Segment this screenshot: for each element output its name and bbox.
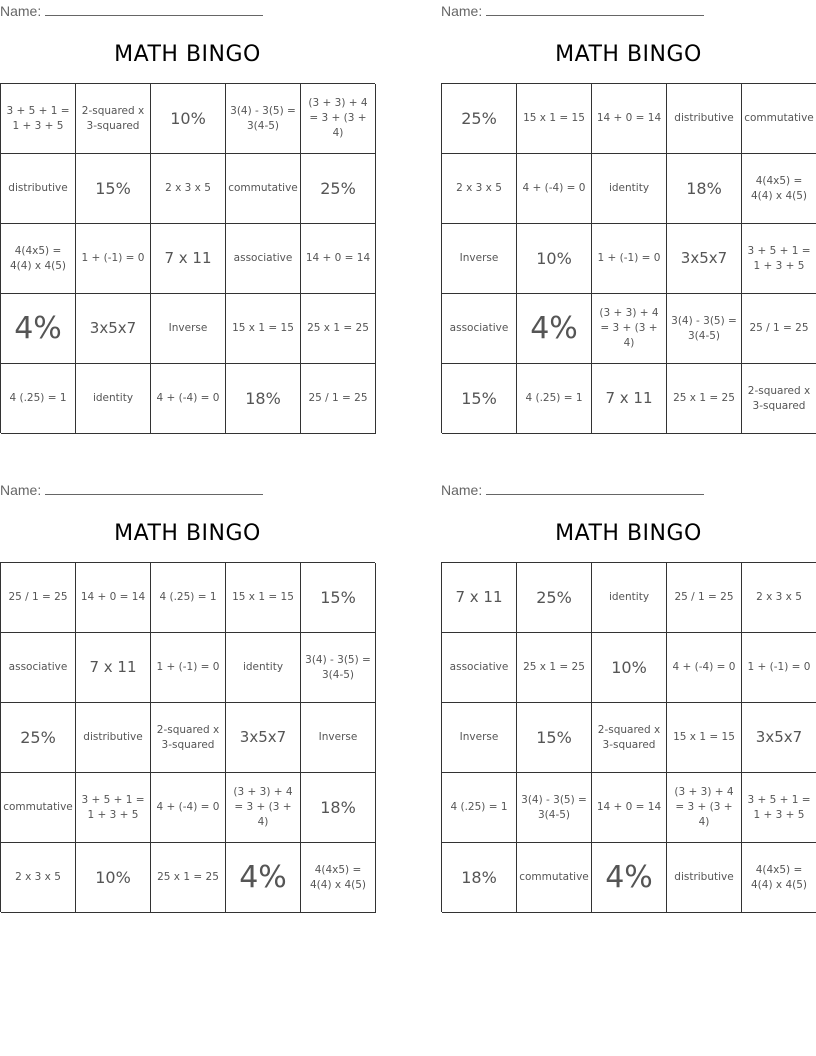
bingo-cell[interactable]: commutative bbox=[742, 84, 816, 154]
bingo-cell[interactable]: 2 x 3 x 5 bbox=[1, 843, 76, 913]
bingo-cell[interactable]: 7 x 11 bbox=[76, 633, 151, 703]
bingo-cell[interactable]: 15% bbox=[442, 364, 517, 434]
bingo-cell[interactable]: 14 + 0 = 14 bbox=[301, 224, 376, 294]
bingo-cell[interactable]: commutative bbox=[517, 843, 592, 913]
bingo-cell[interactable]: identity bbox=[592, 563, 667, 633]
name-label: Name: bbox=[441, 482, 483, 498]
bingo-cell[interactable]: distributive bbox=[1, 154, 76, 224]
name-label: Name: bbox=[0, 3, 42, 19]
bingo-cell[interactable]: 25 / 1 = 25 bbox=[742, 294, 816, 364]
name-field bbox=[441, 482, 704, 500]
bingo-cell[interactable]: 25% bbox=[301, 154, 376, 224]
bingo-cell[interactable]: 2-squared x 3-squared bbox=[742, 364, 816, 434]
bingo-cell[interactable]: 3 + 5 + 1 = 1 + 3 + 5 bbox=[742, 224, 816, 294]
bingo-cell[interactable]: 14 + 0 = 14 bbox=[592, 84, 667, 154]
bingo-cell[interactable]: 4% bbox=[1, 294, 76, 364]
bingo-cell[interactable]: 4 (.25) = 1 bbox=[1, 364, 76, 434]
bingo-grid bbox=[0, 83, 375, 433]
bingo-cell[interactable]: 1 + (-1) = 0 bbox=[742, 633, 816, 703]
bingo-cell[interactable]: 4 (.25) = 1 bbox=[442, 773, 517, 843]
bingo-cell[interactable]: 25 x 1 = 25 bbox=[151, 843, 226, 913]
bingo-cell[interactable]: 7 x 11 bbox=[442, 563, 517, 633]
bingo-cell[interactable]: 15% bbox=[76, 154, 151, 224]
bingo-cell[interactable]: 3(4) - 3(5) = 3(4-5) bbox=[226, 84, 301, 154]
name-underline[interactable] bbox=[45, 493, 263, 495]
bingo-cell[interactable]: 4 (.25) = 1 bbox=[517, 364, 592, 434]
bingo-cell[interactable]: 25 x 1 = 25 bbox=[667, 364, 742, 434]
bingo-cell[interactable]: (3 + 3) + 4 = 3 + (3 + 4) bbox=[301, 84, 376, 154]
bingo-cell[interactable]: distributive bbox=[76, 703, 151, 773]
bingo-cell[interactable]: commutative bbox=[1, 773, 76, 843]
bingo-cell[interactable]: 1 + (-1) = 0 bbox=[151, 633, 226, 703]
bingo-cell[interactable]: 3x5x7 bbox=[742, 703, 816, 773]
bingo-cell[interactable]: 7 x 11 bbox=[151, 224, 226, 294]
bingo-cell[interactable]: 3 + 5 + 1 = 1 + 3 + 5 bbox=[1, 84, 76, 154]
bingo-card-4 bbox=[441, 479, 816, 919]
bingo-cell[interactable]: 10% bbox=[151, 84, 226, 154]
name-label: Name: bbox=[0, 482, 42, 498]
card-title: MATH BINGO bbox=[555, 42, 702, 67]
bingo-cell[interactable]: identity bbox=[592, 154, 667, 224]
bingo-cell[interactable]: 2 x 3 x 5 bbox=[151, 154, 226, 224]
bingo-cell[interactable]: 25 / 1 = 25 bbox=[301, 364, 376, 434]
bingo-cell[interactable]: 3x5x7 bbox=[667, 224, 742, 294]
bingo-cell[interactable]: 18% bbox=[667, 154, 742, 224]
bingo-cell[interactable]: commutative bbox=[226, 154, 301, 224]
bingo-cell[interactable]: 4(4x5) = 4(4) x 4(5) bbox=[1, 224, 76, 294]
card-title: MATH BINGO bbox=[114, 521, 261, 546]
bingo-cell[interactable]: 25 x 1 = 25 bbox=[517, 633, 592, 703]
bingo-cell[interactable]: 4 (.25) = 1 bbox=[151, 563, 226, 633]
bingo-cell[interactable]: associative bbox=[442, 633, 517, 703]
bingo-cell[interactable]: 2-squared x 3-squared bbox=[151, 703, 226, 773]
bingo-cell[interactable]: (3 + 3) + 4 = 3 + (3 + 4) bbox=[592, 294, 667, 364]
bingo-cell[interactable]: 25 x 1 = 25 bbox=[301, 294, 376, 364]
name-field bbox=[441, 3, 704, 21]
bingo-cell[interactable]: 18% bbox=[226, 364, 301, 434]
bingo-grid bbox=[0, 562, 375, 912]
bingo-cell[interactable]: distributive bbox=[667, 84, 742, 154]
bingo-cell[interactable]: 10% bbox=[76, 843, 151, 913]
bingo-cell[interactable]: distributive bbox=[667, 843, 742, 913]
bingo-cell[interactable]: 25% bbox=[1, 703, 76, 773]
bingo-cell[interactable]: 15 x 1 = 15 bbox=[517, 84, 592, 154]
bingo-cell[interactable]: 1 + (-1) = 0 bbox=[76, 224, 151, 294]
bingo-grid bbox=[441, 83, 816, 433]
bingo-cell[interactable]: Inverse bbox=[151, 294, 226, 364]
bingo-cell[interactable]: 15% bbox=[517, 703, 592, 773]
bingo-card-2 bbox=[441, 0, 816, 440]
bingo-cell[interactable]: 4 + (-4) = 0 bbox=[151, 773, 226, 843]
bingo-cell[interactable]: 25 / 1 = 25 bbox=[1, 563, 76, 633]
bingo-cell[interactable]: 3(4) - 3(5) = 3(4-5) bbox=[517, 773, 592, 843]
bingo-cell[interactable]: 2-squared x 3-squared bbox=[76, 84, 151, 154]
bingo-cell[interactable]: 15 x 1 = 15 bbox=[667, 703, 742, 773]
bingo-cell[interactable]: 7 x 11 bbox=[592, 364, 667, 434]
bingo-cell[interactable]: 1 + (-1) = 0 bbox=[592, 224, 667, 294]
bingo-cell[interactable]: 10% bbox=[592, 633, 667, 703]
bingo-cell[interactable]: 2 x 3 x 5 bbox=[442, 154, 517, 224]
name-field bbox=[0, 482, 263, 500]
bingo-card-1 bbox=[0, 0, 375, 440]
name-label: Name: bbox=[441, 3, 483, 19]
bingo-cell[interactable]: 15 x 1 = 15 bbox=[226, 294, 301, 364]
bingo-cell[interactable]: 4% bbox=[226, 843, 301, 913]
bingo-cell[interactable]: Inverse bbox=[301, 703, 376, 773]
bingo-cell[interactable]: 3(4) - 3(5) = 3(4-5) bbox=[667, 294, 742, 364]
bingo-card-3 bbox=[0, 479, 375, 919]
bingo-cell[interactable]: 2 x 3 x 5 bbox=[742, 563, 816, 633]
name-field bbox=[0, 3, 263, 21]
bingo-cell[interactable]: 3x5x7 bbox=[226, 703, 301, 773]
bingo-cell[interactable]: 4 + (-4) = 0 bbox=[151, 364, 226, 434]
bingo-cell[interactable]: associative bbox=[1, 633, 76, 703]
bingo-grid bbox=[441, 562, 816, 912]
bingo-cell[interactable]: 10% bbox=[517, 224, 592, 294]
bingo-cell[interactable]: identity bbox=[76, 364, 151, 434]
bingo-cell[interactable]: associative bbox=[442, 294, 517, 364]
name-underline[interactable] bbox=[486, 14, 704, 16]
bingo-cell[interactable]: 4(4x5) = 4(4) x 4(5) bbox=[301, 843, 376, 913]
bingo-cell[interactable]: (3 + 3) + 4 = 3 + (3 + 4) bbox=[667, 773, 742, 843]
bingo-cell[interactable]: 18% bbox=[301, 773, 376, 843]
bingo-cell[interactable]: 25 / 1 = 25 bbox=[667, 563, 742, 633]
bingo-cell[interactable]: 3 + 5 + 1 = 1 + 3 + 5 bbox=[742, 773, 816, 843]
card-title: MATH BINGO bbox=[114, 42, 261, 67]
name-underline[interactable] bbox=[486, 493, 704, 495]
card-title: MATH BINGO bbox=[555, 521, 702, 546]
bingo-cell[interactable]: 4% bbox=[592, 843, 667, 913]
bingo-cell[interactable]: 3 + 5 + 1 = 1 + 3 + 5 bbox=[76, 773, 151, 843]
bingo-cell[interactable]: 4(4x5) = 4(4) x 4(5) bbox=[742, 154, 816, 224]
bingo-cell[interactable]: Inverse bbox=[442, 224, 517, 294]
bingo-cell[interactable]: 25% bbox=[517, 563, 592, 633]
bingo-cell[interactable]: 3(4) - 3(5) = 3(4-5) bbox=[301, 633, 376, 703]
name-underline[interactable] bbox=[45, 14, 263, 16]
bingo-cell[interactable]: Inverse bbox=[442, 703, 517, 773]
bingo-cell[interactable]: 4(4x5) = 4(4) x 4(5) bbox=[742, 843, 816, 913]
bingo-cell[interactable]: 14 + 0 = 14 bbox=[592, 773, 667, 843]
bingo-cell[interactable]: 2-squared x 3-squared bbox=[592, 703, 667, 773]
bingo-cell[interactable]: 15 x 1 = 15 bbox=[226, 563, 301, 633]
bingo-cell[interactable]: 15% bbox=[301, 563, 376, 633]
bingo-cell[interactable]: associative bbox=[226, 224, 301, 294]
bingo-cell[interactable]: 18% bbox=[442, 843, 517, 913]
bingo-cell[interactable]: 4 + (-4) = 0 bbox=[667, 633, 742, 703]
bingo-cell[interactable]: 14 + 0 = 14 bbox=[76, 563, 151, 633]
bingo-cell[interactable]: 4 + (-4) = 0 bbox=[517, 154, 592, 224]
bingo-cell[interactable]: 3x5x7 bbox=[76, 294, 151, 364]
bingo-cell[interactable]: 4% bbox=[517, 294, 592, 364]
bingo-cell[interactable]: identity bbox=[226, 633, 301, 703]
bingo-cell[interactable]: (3 + 3) + 4 = 3 + (3 + 4) bbox=[226, 773, 301, 843]
bingo-cell[interactable]: 25% bbox=[442, 84, 517, 154]
